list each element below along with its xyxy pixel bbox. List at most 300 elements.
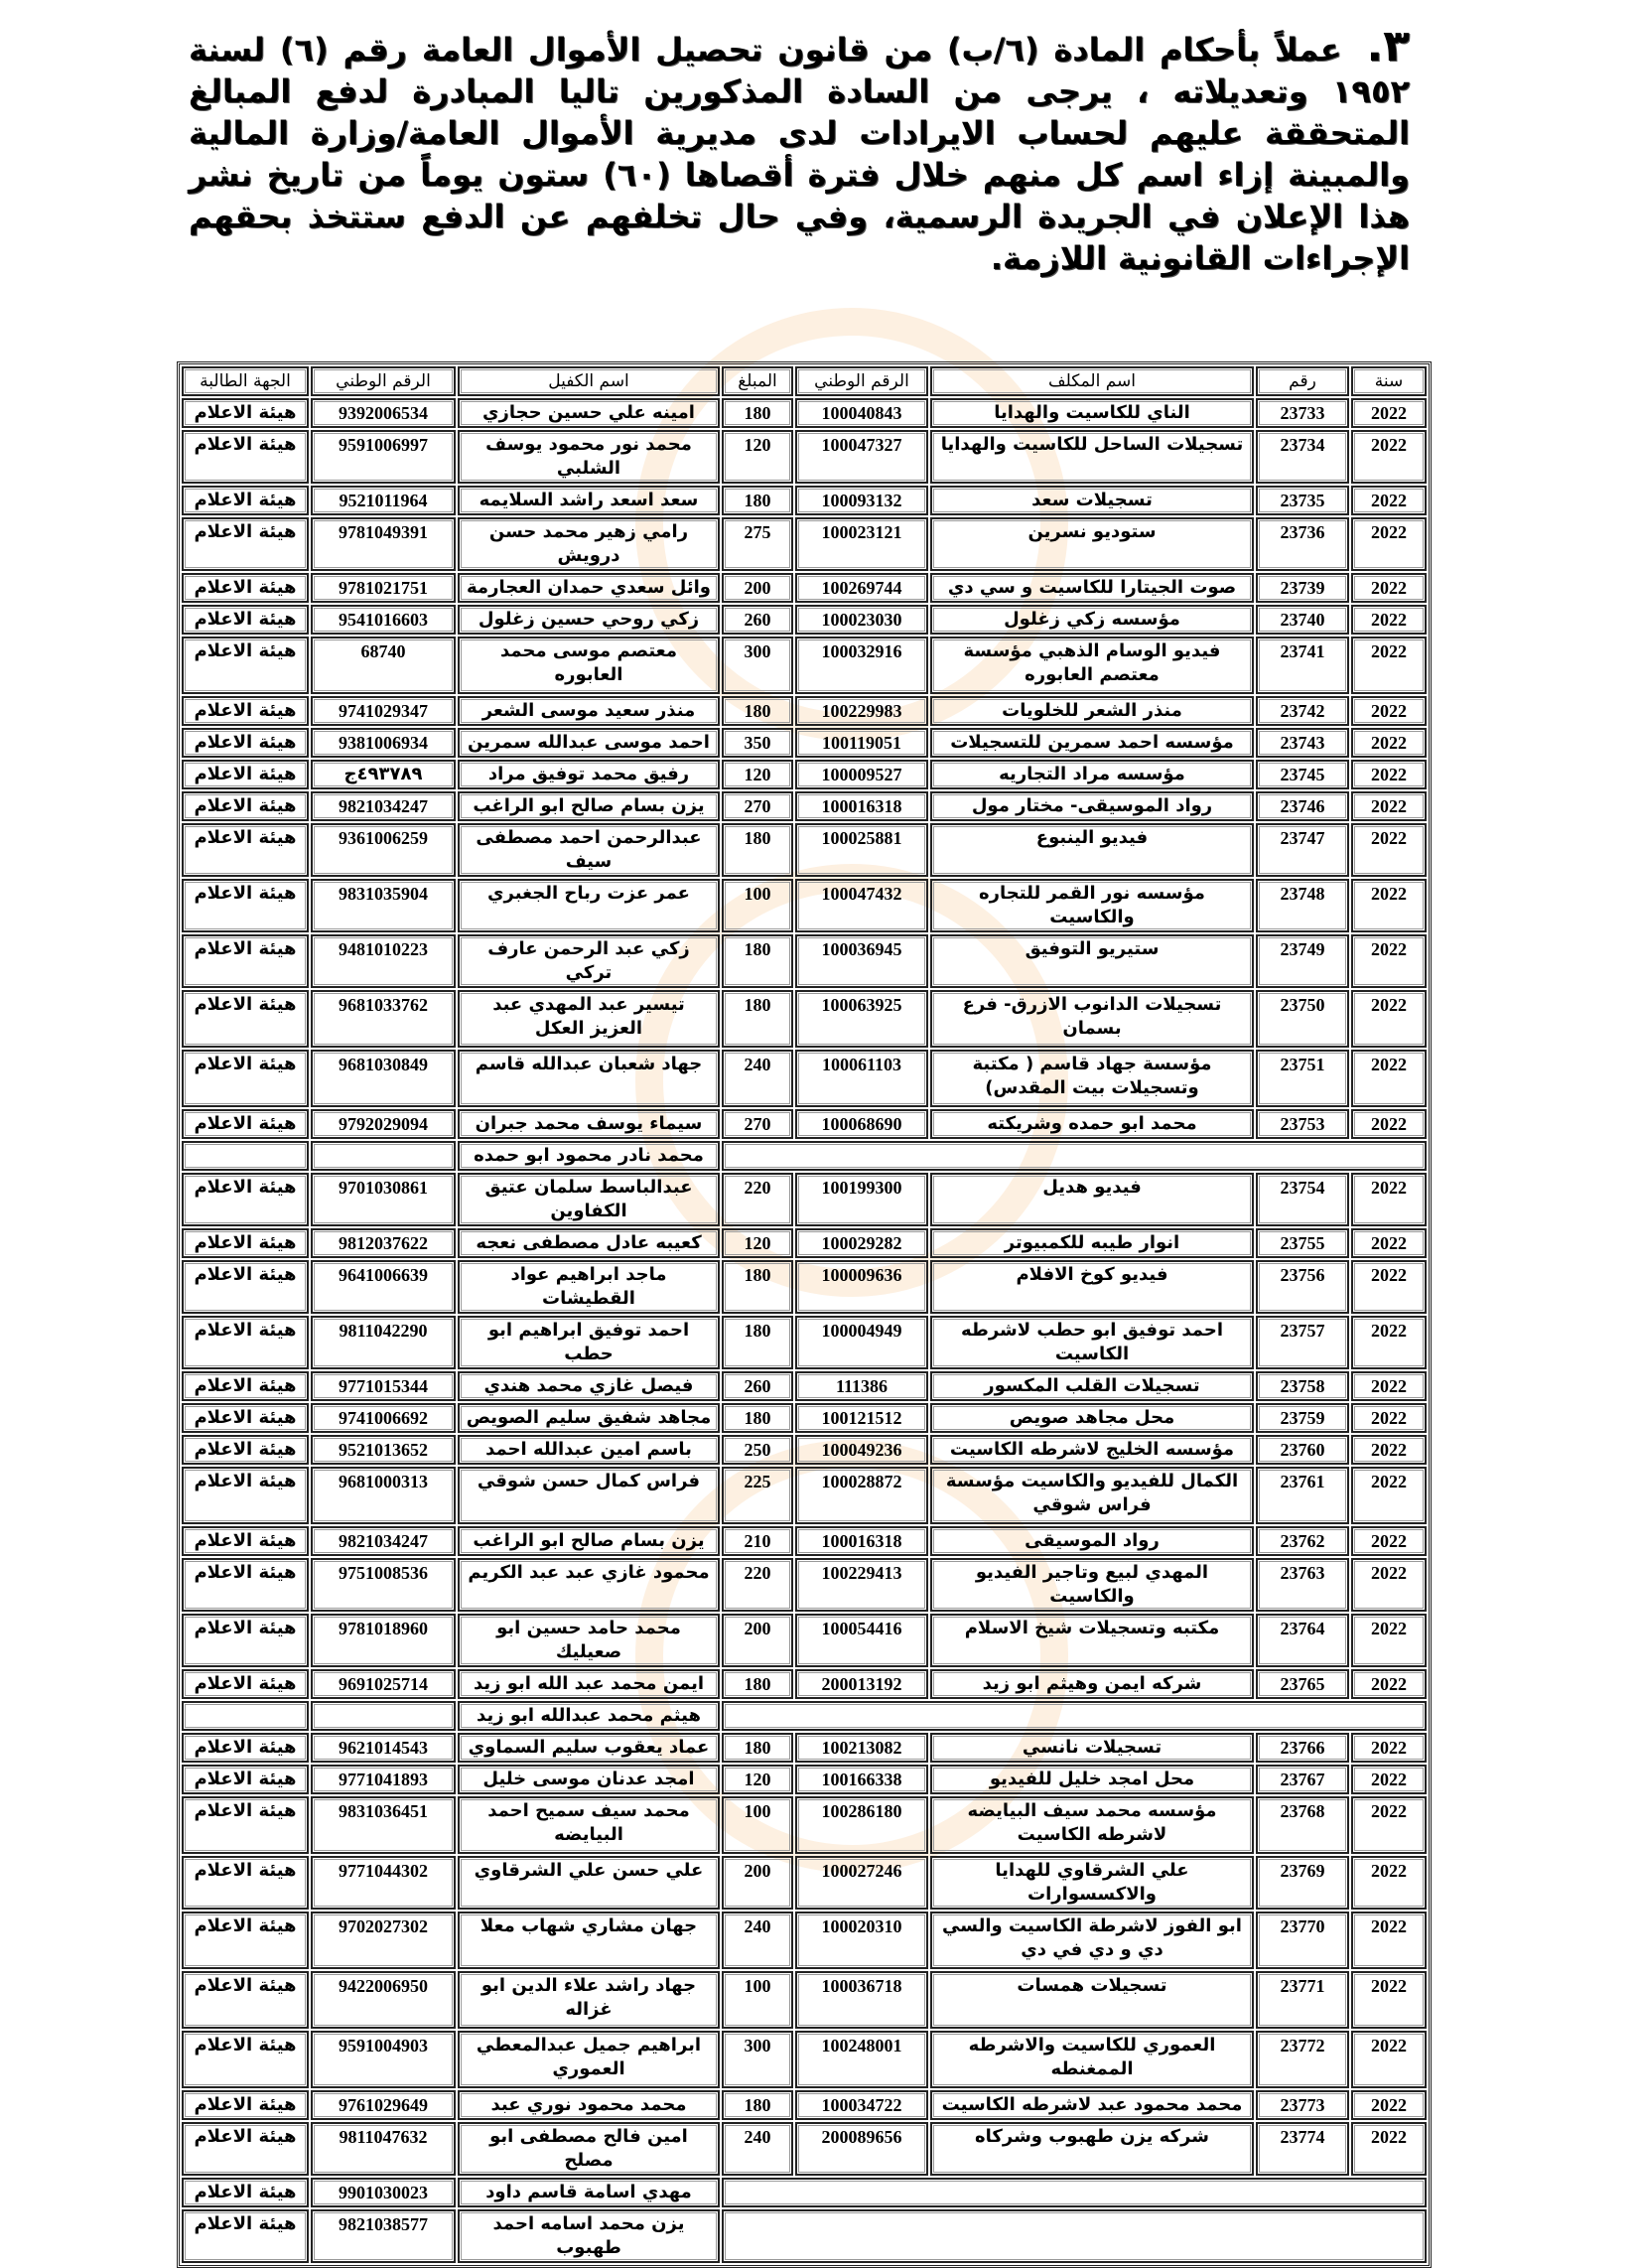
cell-guarantor-national-id: 9901030023: [311, 2178, 456, 2207]
cell-guarantor-national-id: 9792029094: [311, 1109, 456, 1139]
cell-amount: 180: [722, 1260, 793, 1314]
cell-year: 2022: [1351, 1971, 1427, 2029]
cell-year: 2022: [1351, 696, 1427, 726]
cell-number: 23739: [1256, 573, 1349, 603]
cell-number: 23762: [1256, 1526, 1349, 1556]
cell-debtor-national-id: 100004949: [795, 1316, 928, 1369]
cell-guarantor-national-id: 9811047632: [311, 2122, 456, 2176]
cell-debtor-national-id: 100229413: [795, 1558, 928, 1612]
cell-debtor-name: رواد الموسيقى: [930, 1526, 1254, 1556]
cell-debtor-national-id: 100054416: [795, 1614, 928, 1667]
header-guarantor-name: اسم الكفيل: [458, 366, 720, 396]
table-row: [182, 879, 1427, 932]
cell-guarantor-national-id: 9591004903: [311, 2031, 456, 2088]
cell-debtor-national-id: 200089656: [795, 2122, 928, 2176]
empty-cell: [311, 1701, 456, 1731]
cell-guarantor-national-id: 9741029347: [311, 696, 456, 726]
cell-guarantor-name: امين فالح مصطفى ابو مصلح: [458, 2122, 720, 2176]
table-row: [182, 760, 1427, 789]
cell-guarantor-name: احمد توفيق ابراهيم ابو حطب: [458, 1316, 720, 1369]
paragraph-number: ٣.: [1366, 21, 1411, 71]
cell-debtor-national-id: 100036718: [795, 1971, 928, 2029]
cell-year: 2022: [1351, 728, 1427, 758]
cell-debtor-national-id: 100009636: [795, 1260, 928, 1314]
cell-year: 2022: [1351, 2090, 1427, 2120]
cell-guarantor-national-id: 9741006692: [311, 1403, 456, 1433]
table-row: [182, 1403, 1427, 1433]
cell-number: 23764: [1256, 1614, 1349, 1667]
table-row: [182, 1260, 1427, 1314]
cell-guarantor-national-id: 68740: [311, 637, 456, 694]
cell-year: 2022: [1351, 823, 1427, 877]
cell-amount: 180: [722, 934, 793, 988]
cell-amount: 260: [722, 1371, 793, 1401]
cell-guarantor-national-id: 9621014543: [311, 1733, 456, 1763]
cell-year: 2022: [1351, 1109, 1427, 1139]
cell-number: 23748: [1256, 879, 1349, 932]
cell-guarantor-name: باسم امين عبدالله احمد: [458, 1435, 720, 1465]
cell-requesting-party: هيئة الاعلام: [182, 486, 309, 515]
cell-amount: 180: [722, 1669, 793, 1699]
announcement-paragraph: [189, 21, 1411, 279]
table-row: [182, 990, 1427, 1048]
cell-debtor-national-id: 100248001: [795, 2031, 928, 2088]
cell-requesting-party: هيئة الاعلام: [182, 1733, 309, 1763]
cell-guarantor-name: فيصل غازي محمد هندي: [458, 1371, 720, 1401]
cell-year: 2022: [1351, 1435, 1427, 1465]
cell-requesting-party: هيئة الاعلام: [182, 1316, 309, 1369]
cell-year: 2022: [1351, 573, 1427, 603]
cell-guarantor-national-id: 9811042290: [311, 1316, 456, 1369]
cell-guarantor-name: سيماء يوسف محمد جبران: [458, 1109, 720, 1139]
cell-guarantor-name: كعيبه عادل مصطفى نعجه: [458, 1228, 720, 1258]
cell-guarantor-name: مهدي اسامة قاسم داود: [458, 2178, 720, 2207]
cell-year: 2022: [1351, 791, 1427, 821]
cell-guarantor-national-id: 9681033762: [311, 990, 456, 1048]
cell-requesting-party: هيئة الاعلام: [182, 791, 309, 821]
table-row: [182, 486, 1427, 515]
table-row: [182, 696, 1427, 726]
cell-guarantor-name: جهاد راشد علاء الدين ابو غزاله: [458, 1971, 720, 2029]
header-guarantor-national-id: الرقم الوطني: [311, 366, 456, 396]
cell-number: 23757: [1256, 1316, 1349, 1369]
cell-guarantor-name: محمد حامد حسين ابو صعيليك: [458, 1614, 720, 1667]
cell-requesting-party: هيئة الاعلام: [182, 1971, 309, 2029]
cell-number: 23760: [1256, 1435, 1349, 1465]
table-row: [182, 934, 1427, 988]
cell-number: 23771: [1256, 1971, 1349, 2029]
empty-cell: [722, 1141, 1427, 1171]
table-row-additional-guarantor: [182, 1701, 1427, 1731]
cell-debtor-name: مؤسسة جهاد قاسم ( مكتبة وتسجيلات بيت المقدس): [930, 1050, 1254, 1107]
cell-debtor-national-id: 100020310: [795, 1912, 928, 1969]
cell-number: 23740: [1256, 605, 1349, 635]
cell-debtor-national-id: 111386: [795, 1371, 928, 1401]
cell-guarantor-name: يزن بسام صالح ابو الراغب: [458, 791, 720, 821]
cell-guarantor-national-id: 9481010223: [311, 934, 456, 988]
cell-guarantor-national-id: 9781018960: [311, 1614, 456, 1667]
table-row: [182, 1526, 1427, 1556]
cell-year: 2022: [1351, 2031, 1427, 2088]
cell-debtor-national-id: 100063925: [795, 990, 928, 1048]
table-row: [182, 605, 1427, 635]
cell-amount: 120: [722, 1765, 793, 1794]
cell-number: 23758: [1256, 1371, 1349, 1401]
cell-debtor-national-id: 100047432: [795, 879, 928, 932]
cell-number: 23750: [1256, 990, 1349, 1048]
cell-guarantor-name: جهاد شعبان عبدالله قاسم: [458, 1050, 720, 1107]
cell-debtor-name: تسجيلات سعد: [930, 486, 1254, 515]
table-row: [182, 1173, 1427, 1226]
cell-number: 23765: [1256, 1669, 1349, 1699]
cell-amount: 350: [722, 728, 793, 758]
cell-amount: 100: [722, 879, 793, 932]
table-row: [182, 1050, 1427, 1107]
cell-year: 2022: [1351, 1669, 1427, 1699]
cell-number: 23741: [1256, 637, 1349, 694]
table-row: [182, 1765, 1427, 1794]
cell-guarantor-national-id: 9821034247: [311, 1526, 456, 1556]
cell-debtor-name: مكتبه وتسجيلات شيخ الاسلام: [930, 1614, 1254, 1667]
cell-year: 2022: [1351, 1316, 1427, 1369]
cell-amount: 270: [722, 1109, 793, 1139]
cell-guarantor-name: زكي روحي حسين زغلول: [458, 605, 720, 635]
cell-year: 2022: [1351, 486, 1427, 515]
cell-guarantor-name: امينه علي حسين حجازي: [458, 398, 720, 428]
table-body: [182, 398, 1427, 2263]
cell-requesting-party: هيئة الاعلام: [182, 1403, 309, 1433]
cell-debtor-national-id: 100049236: [795, 1435, 928, 1465]
table-row: [182, 1109, 1427, 1139]
cell-debtor-name: احمد توفيق ابو حطب لاشرطه الكاسيت: [930, 1316, 1254, 1369]
cell-year: 2022: [1351, 1228, 1427, 1258]
cell-guarantor-national-id: 9361006259: [311, 823, 456, 877]
cell-debtor-national-id: 100229983: [795, 696, 928, 726]
cell-debtor-national-id: 100061103: [795, 1050, 928, 1107]
cell-guarantor-national-id: 9591006997: [311, 430, 456, 484]
cell-year: 2022: [1351, 517, 1427, 571]
cell-guarantor-name: رامي زهير محمد حسن درويش: [458, 517, 720, 571]
empty-cell: [722, 2209, 1427, 2263]
cell-debtor-national-id: 100121512: [795, 1403, 928, 1433]
cell-guarantor-national-id: 9821034247: [311, 791, 456, 821]
cell-debtor-name: فيديو الوسام الذهبي مؤسسة معتصم العابوره: [930, 637, 1254, 694]
cell-amount: 225: [722, 1467, 793, 1524]
cell-requesting-party: هيئة الاعلام: [182, 605, 309, 635]
cell-amount: 300: [722, 2031, 793, 2088]
table-row: [182, 517, 1427, 571]
cell-year: 2022: [1351, 1371, 1427, 1401]
cell-debtor-national-id: 100119051: [795, 728, 928, 758]
cell-guarantor-name: علي حسن علي الشرقاوي: [458, 1856, 720, 1910]
cell-debtor-national-id: 100034722: [795, 2090, 928, 2120]
cell-amount: 275: [722, 517, 793, 571]
cell-debtor-national-id: 100269744: [795, 573, 928, 603]
cell-guarantor-name: معتصم موسى محمد العابوره: [458, 637, 720, 694]
cell-guarantor-name: سعد اسعد راشد السلايمه: [458, 486, 720, 515]
cell-debtor-name: محمد محمود عبد لاشرطه الكاسيت: [930, 2090, 1254, 2120]
cell-debtor-name: منذر الشعر للخلويات: [930, 696, 1254, 726]
cell-debtor-national-id: 100023121: [795, 517, 928, 571]
cell-debtor-national-id: 200013192: [795, 1669, 928, 1699]
cell-requesting-party: هيئة الاعلام: [182, 1228, 309, 1258]
cell-requesting-party: هيئة الاعلام: [182, 2209, 309, 2263]
cell-year: 2022: [1351, 990, 1427, 1048]
cell-guarantor-national-id: 9812037622: [311, 1228, 456, 1258]
cell-requesting-party: هيئة الاعلام: [182, 2031, 309, 2088]
cell-guarantor-name: ايمن محمد عبد الله ابو زيد: [458, 1669, 720, 1699]
cell-guarantor-name: محمد نور محمود يوسف الشلبي: [458, 430, 720, 484]
cell-debtor-name: صوت الجيتارا للكاسيت و سي دي: [930, 573, 1254, 603]
cell-guarantor-national-id: 9521011964: [311, 486, 456, 515]
cell-guarantor-national-id: ٤٩٣٧٨٩ج: [311, 760, 456, 789]
cell-amount: 200: [722, 573, 793, 603]
cell-debtor-name: مؤسسه احمد سمرين للتسجيلات: [930, 728, 1254, 758]
cell-guarantor-national-id: 9521013652: [311, 1435, 456, 1465]
cell-number: 23746: [1256, 791, 1349, 821]
empty-cell: [182, 1141, 309, 1171]
cell-year: 2022: [1351, 637, 1427, 694]
cell-number: 23743: [1256, 728, 1349, 758]
table-row: [182, 1316, 1427, 1369]
cell-requesting-party: هيئة الاعلام: [182, 430, 309, 484]
empty-cell: [722, 2178, 1427, 2207]
cell-guarantor-name: جهان مشاري شهاب معلا: [458, 1912, 720, 1969]
table-row: [182, 1558, 1427, 1612]
cell-amount: 180: [722, 823, 793, 877]
table-row: [182, 1733, 1427, 1763]
cell-guarantor-name: امجد عدنان موسى خليل: [458, 1765, 720, 1794]
cell-amount: 180: [722, 398, 793, 428]
cell-number: 23774: [1256, 2122, 1349, 2176]
cell-debtor-name: تسجيلات همسات: [930, 1971, 1254, 2029]
cell-requesting-party: هيئة الاعلام: [182, 1796, 309, 1854]
cell-number: 23754: [1256, 1173, 1349, 1226]
cell-amount: 210: [722, 1526, 793, 1556]
announcement-text: عملاً بأحكام المادة (٦/ب) من قانون تحصيل الأموال العامة رقم (٦) لسنة ١٩٥٢ وتعديلاته ، يرجى من السادة المذكورين تاليا المبادرة لدفع المبالغ المتحققة عليهم لحساب الايرادات لدى مديرية الأموال العامة/وزارة المالية والمبينة إزاء اسم كل منهم خلال فترة أقصاها (٦٠) ستون يوماً من تاريخ نشر هذا الإعلان في الجريدة الرسمية، وفي حال تخلفهم عن الدفع ستتخذ بحقهم الإجراءات القانونية اللازمة.: [189, 31, 1411, 277]
cell-guarantor-national-id: 9831036451: [311, 1796, 456, 1854]
cell-requesting-party: هيئة الاعلام: [182, 879, 309, 932]
table-row: [182, 791, 1427, 821]
cell-requesting-party: هيئة الاعلام: [182, 2122, 309, 2176]
cell-number: 23755: [1256, 1228, 1349, 1258]
cell-debtor-name: ابو الفوز لاشرطة الكاسيت والسي دي و دي في دي: [930, 1912, 1254, 1969]
cell-debtor-name: مؤسسه زكي زغلول: [930, 605, 1254, 635]
header-amount: المبلغ: [722, 366, 793, 396]
cell-requesting-party: هيئة الاعلام: [182, 1109, 309, 1139]
cell-debtor-name: ستيريو التوفيق: [930, 934, 1254, 988]
cell-debtor-national-id: 100025881: [795, 823, 928, 877]
cell-debtor-name: تسجيلات الساحل للكاسيت والهدايا: [930, 430, 1254, 484]
cell-amount: 100: [722, 1971, 793, 2029]
cell-amount: 250: [722, 1435, 793, 1465]
cell-guarantor-national-id: 9541016603: [311, 605, 456, 635]
table-row: [182, 430, 1427, 484]
table-row: [182, 823, 1427, 877]
cell-amount: 240: [722, 2122, 793, 2176]
cell-requesting-party: هيئة الاعلام: [182, 1173, 309, 1226]
table-row: [182, 2090, 1427, 2120]
table-row: [182, 1467, 1427, 1524]
table-row: [182, 1971, 1427, 2029]
cell-amount: 220: [722, 1173, 793, 1226]
cell-year: 2022: [1351, 1733, 1427, 1763]
cell-number: 23761: [1256, 1467, 1349, 1524]
cell-number: 23766: [1256, 1733, 1349, 1763]
cell-year: 2022: [1351, 2122, 1427, 2176]
cell-guarantor-name: عماد يعقوب سليم السماوي: [458, 1733, 720, 1763]
cell-debtor-national-id: 100068690: [795, 1109, 928, 1139]
cell-number: 23763: [1256, 1558, 1349, 1612]
table-row: [182, 728, 1427, 758]
cell-debtor-national-id: 100093132: [795, 486, 928, 515]
cell-year: 2022: [1351, 1173, 1427, 1226]
table-row: [182, 1856, 1427, 1910]
cell-amount: 180: [722, 1403, 793, 1433]
cell-guarantor-national-id: 9691025714: [311, 1669, 456, 1699]
cell-debtor-name: الكمال للفيديو والكاسيت مؤسسة فراس شوقي: [930, 1467, 1254, 1524]
cell-amount: 120: [722, 1228, 793, 1258]
cell-guarantor-name: تيسير عبد المهدي عبد العزيز العكل: [458, 990, 720, 1048]
cell-amount: 180: [722, 1733, 793, 1763]
cell-amount: 300: [722, 637, 793, 694]
cell-guarantor-name: فراس كمال حسن شوقي: [458, 1467, 720, 1524]
cell-requesting-party: هيئة الاعلام: [182, 1050, 309, 1107]
header-year: سنة: [1351, 366, 1427, 396]
cell-year: 2022: [1351, 1765, 1427, 1794]
cell-debtor-national-id: 100009527: [795, 760, 928, 789]
cell-year: 2022: [1351, 1558, 1427, 1612]
cell-guarantor-name: منذر سعيد موسى الشعر: [458, 696, 720, 726]
cell-debtor-name: العموري للكاسيت والاشرطه الممغنطه: [930, 2031, 1254, 2088]
cell-debtor-name: فيديو كوخ الافلام: [930, 1260, 1254, 1314]
cell-guarantor-name: محمد سيف سميح احمد البيايضه: [458, 1796, 720, 1854]
cell-requesting-party: هيئة الاعلام: [182, 1371, 309, 1401]
cell-debtor-national-id: 100166338: [795, 1765, 928, 1794]
table-row: [182, 1669, 1427, 1699]
cell-number: 23768: [1256, 1796, 1349, 1854]
cell-requesting-party: هيئة الاعلام: [182, 934, 309, 988]
table-row: [182, 1371, 1427, 1401]
cell-guarantor-national-id: 9392006534: [311, 398, 456, 428]
cell-amount: 180: [722, 1316, 793, 1369]
table-row: [182, 2122, 1427, 2176]
cell-debtor-national-id: 100016318: [795, 1526, 928, 1556]
cell-guarantor-national-id: 9381006934: [311, 728, 456, 758]
cell-guarantor-national-id: 9821038577: [311, 2209, 456, 2263]
cell-requesting-party: هيئة الاعلام: [182, 1467, 309, 1524]
cell-guarantor-name: عبدالرحمن احمد مصطفى سيف: [458, 823, 720, 877]
cell-amount: 240: [722, 1912, 793, 1969]
cell-requesting-party: هيئة الاعلام: [182, 517, 309, 571]
cell-requesting-party: هيئة الاعلام: [182, 637, 309, 694]
cell-debtor-national-id: 100199300: [795, 1173, 928, 1226]
table-row: [182, 1435, 1427, 1465]
cell-debtor-name: محل امجد خليل للفيديو: [930, 1765, 1254, 1794]
cell-year: 2022: [1351, 1467, 1427, 1524]
cell-requesting-party: هيئة الاعلام: [182, 1912, 309, 1969]
cell-guarantor-name: محمود غازي عبد عبد الكريم: [458, 1558, 720, 1612]
cell-number: 23756: [1256, 1260, 1349, 1314]
cell-year: 2022: [1351, 1526, 1427, 1556]
cell-debtor-national-id: 100023030: [795, 605, 928, 635]
cell-debtor-national-id: 100040843: [795, 398, 928, 428]
table-row: [182, 573, 1427, 603]
cell-debtor-name: شركه يزن طهبوب وشركاه: [930, 2122, 1254, 2176]
cell-requesting-party: هيئة الاعلام: [182, 1558, 309, 1612]
cell-year: 2022: [1351, 1856, 1427, 1910]
cell-amount: 270: [722, 791, 793, 821]
cell-guarantor-name: محمد محمود نوري عبد: [458, 2090, 720, 2120]
cell-debtor-national-id: 100016318: [795, 791, 928, 821]
cell-requesting-party: هيئة الاعلام: [182, 1856, 309, 1910]
cell-debtor-national-id: 100029282: [795, 1228, 928, 1258]
cell-debtor-national-id: 100213082: [795, 1733, 928, 1763]
cell-number: 23773: [1256, 2090, 1349, 2120]
cell-requesting-party: هيئة الاعلام: [182, 398, 309, 428]
cell-debtor-name: فيديو هديل: [930, 1173, 1254, 1226]
cell-number: 23742: [1256, 696, 1349, 726]
cell-amount: 180: [722, 696, 793, 726]
cell-number: 23733: [1256, 398, 1349, 428]
cell-year: 2022: [1351, 934, 1427, 988]
cell-amount: 100: [722, 1796, 793, 1854]
cell-requesting-party: هيئة الاعلام: [182, 2090, 309, 2120]
cell-debtor-name: انوار طيبه للكمبيوتر: [930, 1228, 1254, 1258]
cell-year: 2022: [1351, 1260, 1427, 1314]
cell-number: 23767: [1256, 1765, 1349, 1794]
empty-cell: [722, 1701, 1427, 1731]
cell-year: 2022: [1351, 879, 1427, 932]
cell-guarantor-name: عمر عزت رباح الجغبري: [458, 879, 720, 932]
cell-guarantor-national-id: 9761029649: [311, 2090, 456, 2120]
cell-requesting-party: هيئة الاعلام: [182, 1260, 309, 1314]
cell-guarantor-national-id: 9771015344: [311, 1371, 456, 1401]
cell-requesting-party: هيئة الاعلام: [182, 1669, 309, 1699]
cell-debtor-name: تسجيلات الدانوب الازرق- فرع بسمان: [930, 990, 1254, 1048]
cell-guarantor-name: يزن بسام صالح ابو الراغب: [458, 1526, 720, 1556]
cell-amount: 180: [722, 990, 793, 1048]
cell-guarantor-national-id: 9681000313: [311, 1467, 456, 1524]
cell-debtor-national-id: 100028872: [795, 1467, 928, 1524]
cell-guarantor-national-id: 9422006950: [311, 1971, 456, 2029]
cell-requesting-party: هيئة الاعلام: [182, 760, 309, 789]
cell-year: 2022: [1351, 1614, 1427, 1667]
table-row-additional-guarantor: [182, 2178, 1427, 2207]
cell-debtor-national-id: 100036945: [795, 934, 928, 988]
table-row: [182, 2031, 1427, 2088]
cell-guarantor-national-id: 9702027302: [311, 1912, 456, 1969]
cell-number: 23772: [1256, 2031, 1349, 2088]
table-row: [182, 1614, 1427, 1667]
cell-guarantor-national-id: 9641006639: [311, 1260, 456, 1314]
cell-number: 23759: [1256, 1403, 1349, 1433]
cell-debtor-name: المهدي لبيع وتاجير الفيديو والكاسيت: [930, 1558, 1254, 1612]
cell-requesting-party: هيئة الاعلام: [182, 696, 309, 726]
cell-guarantor-name: مجاهد شفيق سليم الصويص: [458, 1403, 720, 1433]
cell-guarantor-name: وائل سعدي حمدان العجارمة: [458, 573, 720, 603]
cell-debtor-name: تسجيلات القلب المكسور: [930, 1371, 1254, 1401]
cell-requesting-party: هيئة الاعلام: [182, 1435, 309, 1465]
empty-cell: [182, 1701, 309, 1731]
cell-requesting-party: هيئة الاعلام: [182, 1526, 309, 1556]
cell-debtor-name: مؤسسه محمد سيف البيايضه لاشرطه الكاسيت: [930, 1796, 1254, 1854]
cell-year: 2022: [1351, 760, 1427, 789]
cell-guarantor-national-id: 9771044302: [311, 1856, 456, 1910]
cell-debtor-name: فيديو الينبوع: [930, 823, 1254, 877]
cell-debtor-name: مؤسسه مراد التجاريه: [930, 760, 1254, 789]
cell-number: 23769: [1256, 1856, 1349, 1910]
